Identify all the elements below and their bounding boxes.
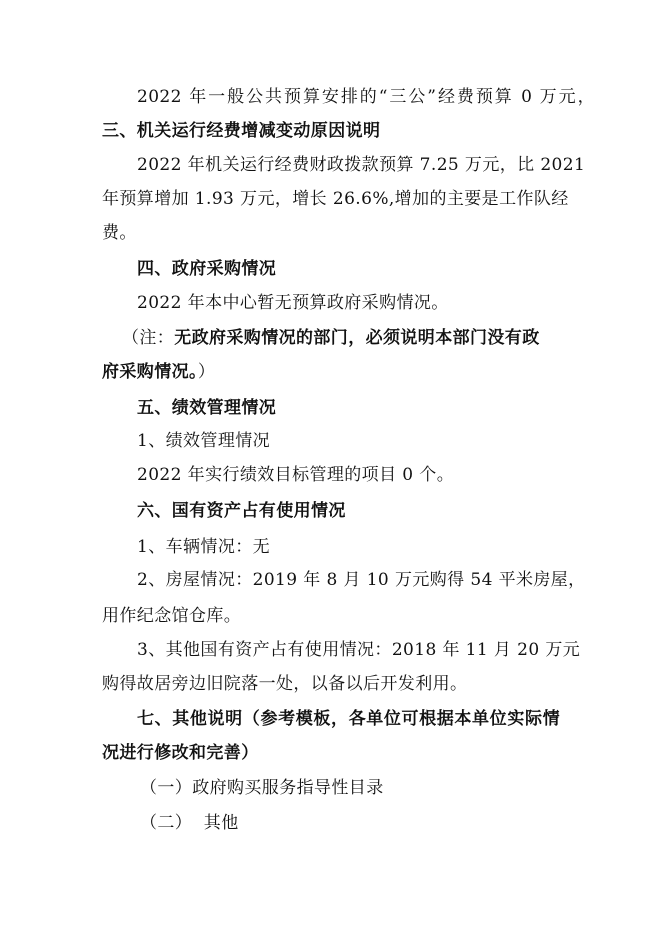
paragraph-other-assets-line1: 3、其他国有资产占有使用情况：2018 年 11 月 20 万元 xyxy=(137,640,581,660)
note-prefix: （注： xyxy=(122,328,175,348)
paragraph-operating-funds-line3: 费。 xyxy=(102,223,137,243)
heading-section-7-line2: 况进行修改和完善） xyxy=(102,743,259,763)
note-suffix: ） xyxy=(197,362,216,382)
note-line1 xyxy=(122,327,540,349)
paragraph-other: （二） 其他 xyxy=(140,813,239,833)
heading-section-3: 三、机关运行经费增减变动原因说明 xyxy=(102,121,381,141)
paragraph-three-public-funds: 2022 年一般公共预算安排的“三公”经费预算 0 万元， xyxy=(137,87,595,107)
paragraph-performance: 2022 年实行绩效目标管理的项目 0 个。 xyxy=(137,465,455,485)
paragraph-housing-line2: 用作纪念馆仓库。 xyxy=(102,606,242,626)
note-bold-text: 无政府采购情况的部门，必须说明本部门没有政 xyxy=(174,328,540,348)
paragraph-vehicles: 1、车辆情况：无 xyxy=(137,537,271,557)
heading-section-6: 六、国有资产占有使用情况 xyxy=(137,501,346,521)
note-bold-text-cont: 府采购情况。 xyxy=(102,362,198,382)
paragraph-other-assets-line2: 购得故居旁边旧院落一处，以备以后开发利用。 xyxy=(102,674,468,694)
paragraph-housing-line1: 2、房屋情况：2019 年 8 月 10 万元购得 54 平米房屋， xyxy=(137,570,586,590)
paragraph-performance-title: 1、绩效管理情况 xyxy=(137,431,271,451)
paragraph-procurement: 2022 年本中心暂无预算政府采购情况。 xyxy=(137,293,449,313)
heading-section-4: 四、政府采购情况 xyxy=(137,259,277,279)
paragraph-operating-funds-line2: 年预算增加 1.93 万元，增长 26.6%,增加的主要是工作队经 xyxy=(102,189,569,209)
paragraph-operating-funds-line1: 2022 年机关运行经费财政拨款预算 7.25 万元，比 2021 xyxy=(137,155,586,175)
note-line2 xyxy=(102,361,215,383)
paragraph-service-catalog: （一）政府购买服务指导性目录 xyxy=(140,778,384,798)
heading-section-7-line1: 七、其他说明（参考模板，各单位可根据本单位实际情 xyxy=(137,709,560,729)
heading-section-5: 五、绩效管理情况 xyxy=(137,398,277,418)
